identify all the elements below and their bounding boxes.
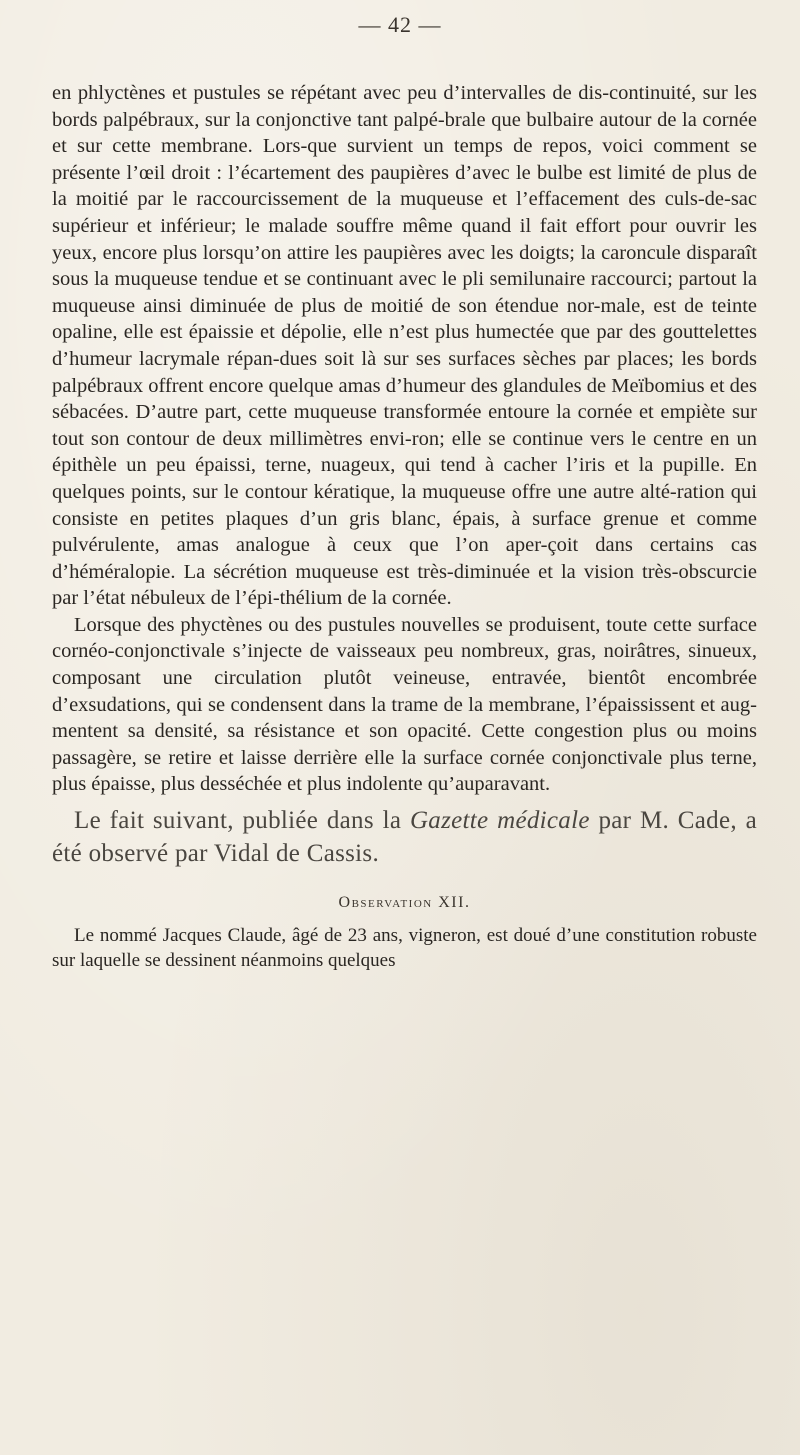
paragraph-3 — [52, 804, 757, 870]
paragraph-1: en phlyctènes et pustules se répétant avec peu d’intervalles de dis-continuité, sur les bords palpébraux, sur la conjonctive tant palpé-brale que bulbaire autour de la cornée et sur cette membrane. Lors-que survient un temps de repos, voici comment se présente l’œil droit : l’écartement des paupières d’avec le bulbe est limité de plus de la moitié par le raccourcissement de la muqueuse et l’effacement des culs-de-sac supérieur et inférieur; le malade souffre même quand il fait effort pour ouvrir les yeux, encore plus lorsqu’on attire les paupières avec les doigts; la caroncule disparaît sous la muqueuse tendue et se continuant avec le pli semilunaire raccourci; partout la muqueuse ainsi diminuée de plus de moitié de son étendue nor-male, est de teinte opaline, elle est épaissie et dépolie, elle n’est plus humectée que par des gouttelettes d’humeur lacrymale répan-dues soit là sur ses surfaces sèches par places; les bords palpébraux offrent encore quelque amas d’humeur des glandules de Meïbomius et des sébacées. D’autre part, cette muqueuse transformée entoure la cornée et empiète sur tout son contour de deux millimètres envi-ron; elle se continue vers le centre en un épithèle un peu épaissi, terne, nuageux, qui tend à cacher l’iris et la pupille. En quelques points, sur le contour kératique, la muqueuse offre une autre alté-ration qui consiste en petites plaques d’un gris blanc, épais, à surface grenue et comme pulvérulente, amas analogue à ceux que l’on aper-çoit dans certains cas d’héméralopie. La sécrétion muqueuse est très-diminuée et la vision très-obscurcie par l’état nébuleux de l’épi-thélium de la cornée. — [52, 82, 757, 610]
paragraph-2: Lorsque des phyctènes ou des pustules nouvelles se produisent, toute cette surface cornéo-conjonctivale s’injecte de vaisseaux peu nombreux, gras, noirâtres, sinueux, composant une circulation plutôt veineuse, entravée, bientôt encombrée d’exsudations, qui se condensent dans la trame de la membrane, l’épaississent et aug-mentent sa densité, sa résistance et son opacité. Cette congestion plus ou moins passagère, se retire et laisse derrière elle la surface cornée conjonctivale plus terne, plus épaisse, plus desséchée et plus indolente qu’auparavant. — [52, 613, 757, 796]
journal-title: Gazette médicale — [409, 807, 590, 835]
paragraph-3-start: Le fait suivant, publiée dans la — [74, 807, 410, 835]
paragraph-4: Le nommé Jacques Claude, âgé de 23 ans, vigneron, est doué d’une constitution robuste sur laquelle se dessinent néanmoins quelques — [52, 924, 757, 971]
paragraph-3-end: par M. Cade, a été observé par Vidal de Cassis. — [52, 807, 757, 868]
observation-heading — [52, 890, 757, 917]
observation-label: Observation — [338, 894, 433, 912]
body-text — [52, 80, 757, 973]
page-number: — 42 — — [358, 12, 442, 37]
observation-number: XII. — [432, 894, 471, 912]
